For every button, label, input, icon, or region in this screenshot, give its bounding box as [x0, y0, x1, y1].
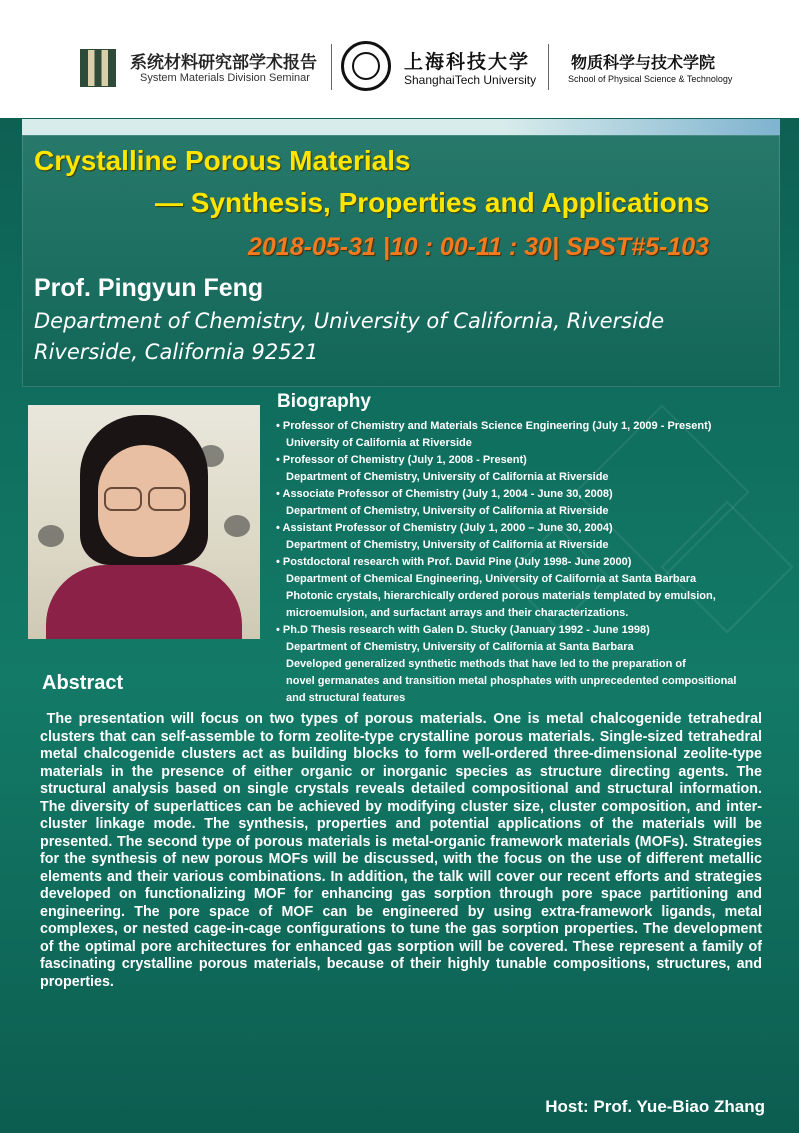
talk-datetime-location: 2018-05-31 |10 : 00-11 : 30| SPST#5-103 — [248, 233, 710, 261]
biography-item-title: • Professor of Chemistry and Materials Science Engineering (July 1, 2009 - Present) — [276, 418, 781, 435]
header-divider — [331, 44, 332, 90]
biography-list — [276, 418, 781, 707]
header-divider — [548, 44, 549, 90]
seminar-logo-icon — [80, 49, 116, 87]
biography-item-detail: novel germanates and transition metal phosphates with unprecedented compositional — [286, 675, 737, 687]
university-name-zh: 上海科技大学 — [404, 51, 531, 73]
school-name-zh: 物质科学与技术学院 — [571, 53, 716, 72]
speaker-name: Prof. Pingyun Feng — [34, 274, 264, 302]
biography-item — [276, 622, 781, 707]
biography-item-detail: Department of Chemical Engineering, University of California at Santa Barbara — [286, 573, 697, 585]
biography-item — [276, 554, 781, 622]
speaker-photo — [28, 405, 260, 639]
speaker-address: Riverside, California 92521 — [34, 340, 319, 364]
biography-item — [276, 452, 781, 486]
university-name-en: ShanghaiTech University — [404, 73, 537, 87]
seminar-title-zh: 系统材料研究部学术报告 — [130, 53, 317, 73]
biography-item-detail: microemulsion, and surfactant arrays and their characterizations. — [286, 607, 629, 619]
speaker-department: Department of Chemistry, University of California, Riverside — [34, 309, 665, 333]
seminar-title-en: System Materials Division Seminar — [140, 72, 310, 84]
talk-title-line1: Crystalline Porous Materials — [34, 145, 411, 176]
biography-item-detail: and structural features — [286, 692, 406, 704]
biography-item-detail: University of California at Riverside — [286, 437, 472, 449]
biography-item-detail: Developed generalized synthetic methods that have led to the preparation of — [286, 658, 686, 670]
biography-item-detail: Photonic crystals, hierarchically ordered porous materials templated by emulsion, — [286, 590, 716, 602]
biography-item-detail: Department of Chemistry, University of California at Riverside — [286, 505, 609, 517]
school-name-en: School of Physical Science & Technology — [568, 74, 733, 84]
abstract-text: The presentation will focus on two types of porous materials. One is metal chalcogenide tetrahedral clusters that can self-assemble to form zeolite-type crystalline porous materials. Single-sized tetrahedral metal chalcogenide clusters act as building blocks to form well-ordered three-dimensional zeolite-type materials in the presence of either organic or inorganic species as structure directing agents. The structural analysis based on single crystals reveals detailed compositional and structural information. The diversity of superlattices can be achieved by modifying cluster size, cluster composition, and inter-cluster linkage mode. The synthesis, properties and potential applications of the materials will be presented. The second type of porous materials is metal-organic framework materials (MOFs). Strategies for the synthesis of new porous MOFs will be discussed, with the focus on the use of different metallic elements and their various combinations. In addition, the talk will cover our recent efforts and strategies developed on functionalizing MOF for enhancing gas sorption through pore space partitioning and engineering. The pore space of MOF can be engineered by using extra-framework ligands, metal complexes, or nested cage-in-cage configurations to tune the gas sorption properties. The development of the optimal pore architectures for enhanced gas sorption will be covered. These represent a family of fascinating crystalline porous materials, because of their highly tunable compositions, structures, and properties. — [40, 711, 762, 990]
header-banner — [0, 0, 799, 118]
biography-item-title: • Associate Professor of Chemistry (July 1, 2004 - June 30, 2008) — [276, 486, 781, 503]
biography-item-title: • Assistant Professor of Chemistry (July 1, 2000 – June 30, 2004) — [276, 520, 781, 537]
biography-item-detail: Department of Chemistry, University of California at Santa Barbara — [286, 641, 634, 653]
university-seal-icon — [341, 41, 391, 91]
biography-item — [276, 486, 781, 520]
biography-item-title: • Ph.D Thesis research with Galen D. Stucky (January 1992 - June 1998) — [276, 622, 781, 639]
biography-item-title: • Postdoctoral research with Prof. David Pine (July 1998- June 2000) — [276, 554, 781, 571]
talk-title-line2: — Synthesis, Properties and Applications — [155, 187, 710, 218]
biography-item-title: • Professor of Chemistry (July 1, 2008 - Present) — [276, 452, 781, 469]
biography-item-detail: Department of Chemistry, University of California at Riverside — [286, 471, 609, 483]
host-name: Host: Prof. Yue-Biao Zhang — [545, 1097, 765, 1116]
biography-heading: Biography — [277, 391, 371, 412]
biography-item — [276, 520, 781, 554]
biography-item-detail: Department of Chemistry, University of California at Riverside — [286, 539, 609, 551]
biography-item — [276, 418, 781, 452]
abstract-heading: Abstract — [42, 672, 124, 694]
